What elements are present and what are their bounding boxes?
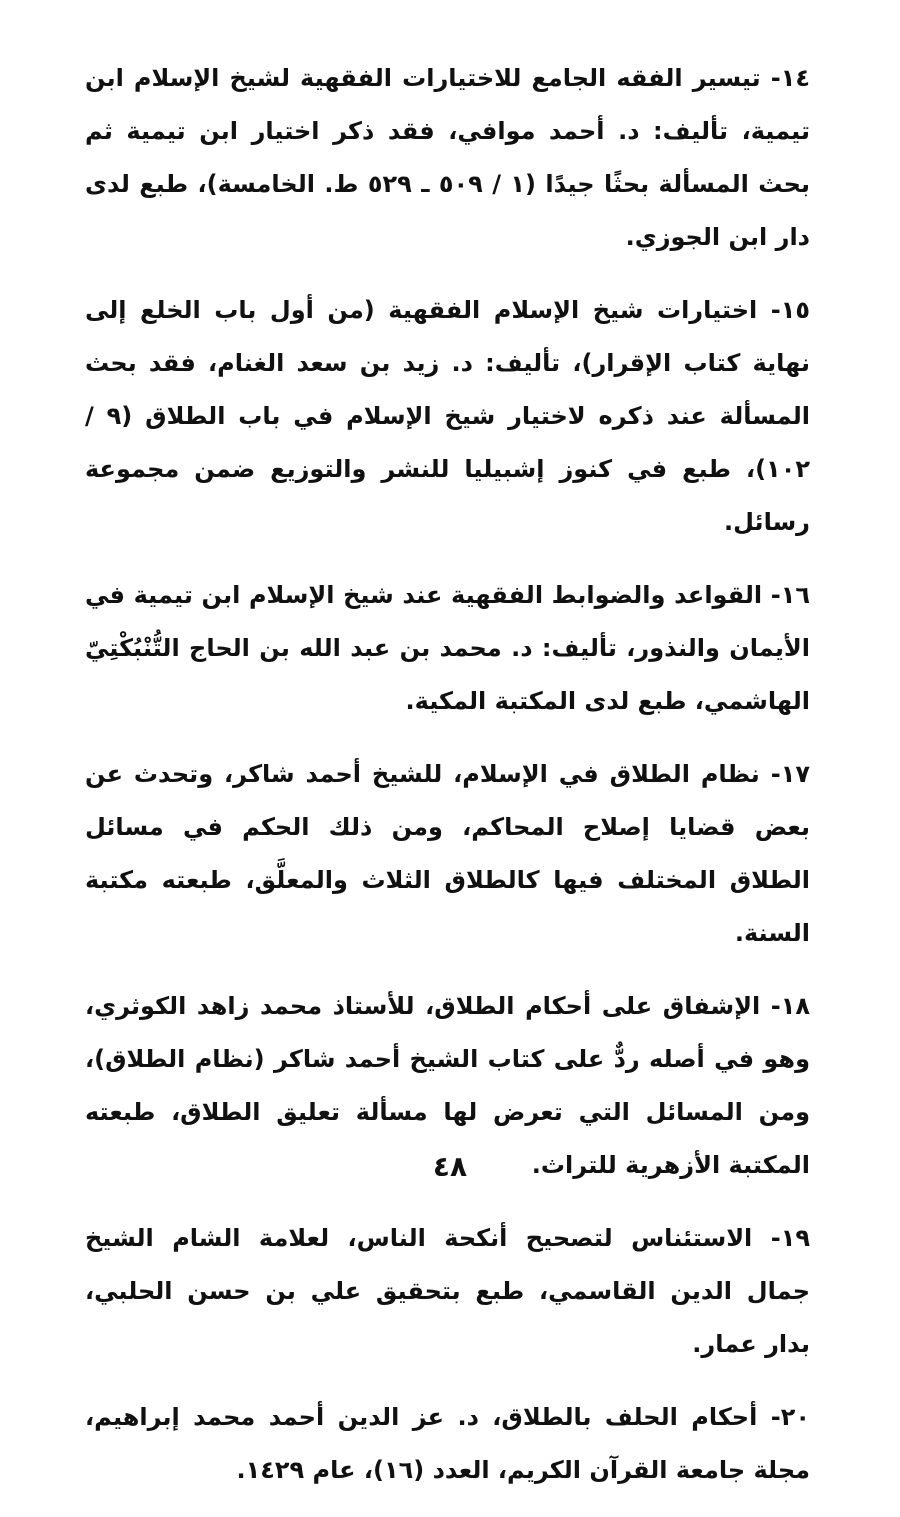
entry-text: ١٨- الإشفاق على أحكام الطلاق، للأستاذ محمد زاهد الكوثري، وهو في أصله ردٌّ على كتاب الشيخ أحمد شاكر (نظام الطلاق)، ومن المسائل التي تعرض لها مسألة تعليق الطلاق، طبعته المكتبة الأزهرية للتراث. <box>85 992 810 1179</box>
bibliography-entry-19 <box>85 1212 810 1371</box>
page-number: ٤٨ <box>432 1150 468 1183</box>
entry-text: ٢٠- أحكام الحلف بالطلاق، د. عز الدين أحمد محمد إبراهيم، مجلة جامعة القرآن الكريم، العدد (١٦)، عام ١٤٢٩. <box>85 1403 810 1484</box>
entry-text: ١٥- اختيارات شيخ الإسلام الفقهية (من أول باب الخلع إلى نهاية كتاب الإقرار)، تأليف: د. زيد بن سعد الغنام، فقد بحث المسألة عند ذكره لاختيار شيخ الإسلام في باب الطلاق (٩ / ١٠٢)، طبع في كنوز إشبيليا للنشر والتوزيع ضمن مجموعة رسائل. <box>85 296 811 536</box>
entry-text: ١٩- الاستئناس لتصحيح أنكحة الناس، لعلامة الشام الشيخ جمال الدين القاسمي، طبع بتحقيق علي بن حسن الحلبي، بدار عمار. <box>85 1224 810 1358</box>
entry-text: ١٧- نظام الطلاق في الإسلام، للشيخ أحمد شاكر، وتحدث عن بعض قضايا إصلاح المحاكم، ومن ذلك الحكم في مسائل الطلاق المختلف فيها كالطلاق الثلاث والمعلَّق، طبعته مكتبة السنة. <box>85 760 810 947</box>
bibliography-list <box>85 52 810 1517</box>
bibliography-entry-20 <box>85 1391 810 1497</box>
bibliography-entry-14 <box>85 52 810 264</box>
bibliography-entry-17 <box>85 748 810 960</box>
entry-text: ١٤- تيسير الفقه الجامع للاختيارات الفقهية لشيخ الإسلام ابن تيمية، تأليف: د. أحمد موافي، فقد ذكر اختيار ابن تيمية ثم بحث المسألة بحثًا جيدًا (١ / ٥٠٩ ـ ٥٢٩ ط. الخامسة)، طبع لدى دار ابن الجوزي. <box>85 64 810 251</box>
entry-text: ١٦- القواعد والضوابط الفقهية عند شيخ الإسلام ابن تيمية في الأيمان والنذور، تأليف: د. محمد بن عبد الله بن الحاج التُّنْبُكْتِيّ الهاشمي، طبع لدى المكتبة المكية. <box>85 581 810 715</box>
bibliography-entry-15 <box>85 284 810 549</box>
bibliography-entry-16 <box>85 569 810 728</box>
